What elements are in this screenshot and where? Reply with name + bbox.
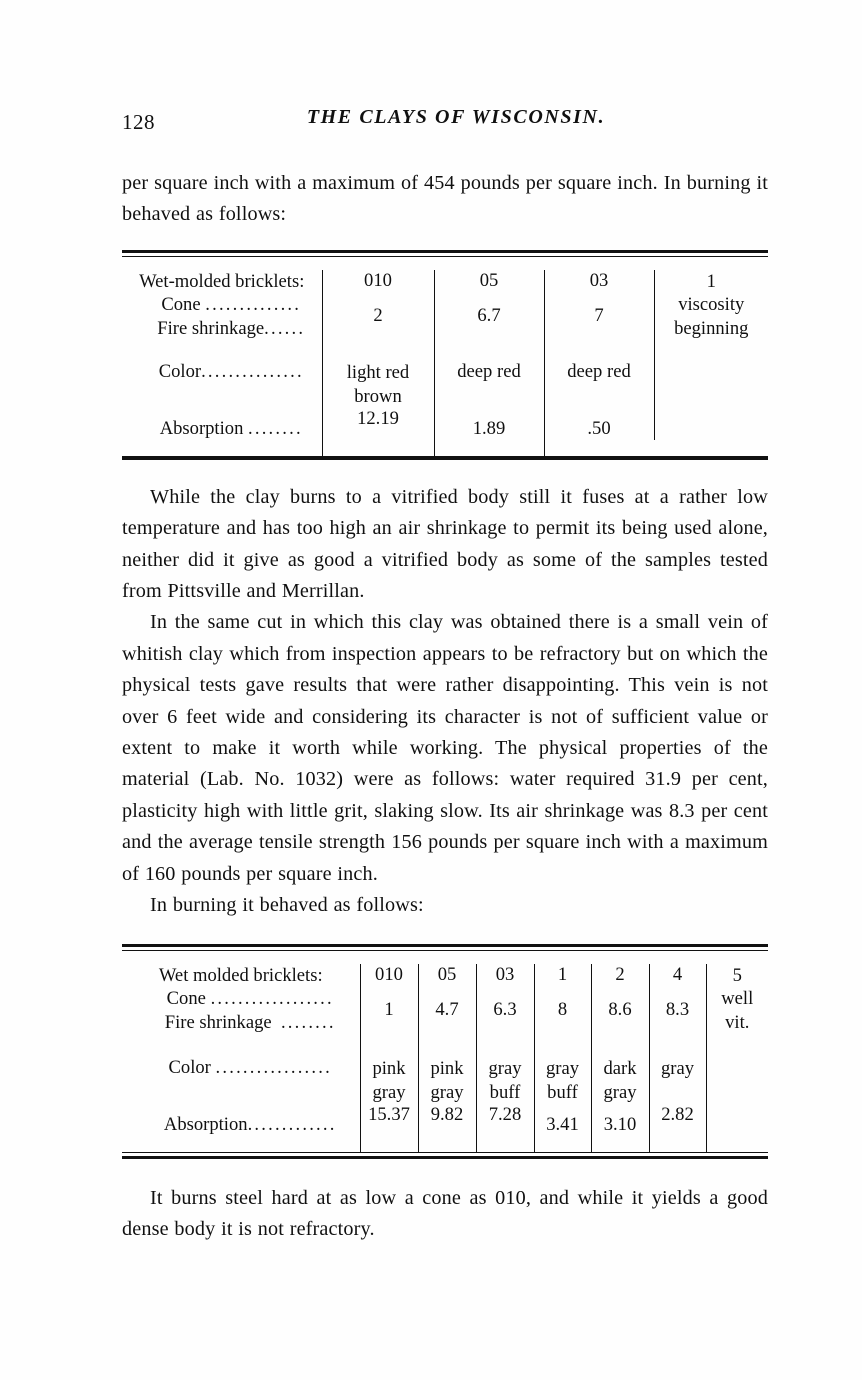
leader-dots: ................. (215, 1057, 332, 1078)
table2-cell-abs-c5: 3.10 (591, 1104, 649, 1136)
leader-dots: ........ (280, 1011, 336, 1033)
table2-cell-abs-c6: 2.82 (649, 1104, 706, 1136)
table1-top-rule (122, 250, 768, 257)
table2-bottom-rule (122, 1152, 768, 1159)
running-head-title: THE CLAYS OF WISCONSIN. (306, 106, 606, 128)
table2-cell-fs-c3: 6.3 (476, 999, 534, 1034)
table1-cell-cone-c2: 05 (434, 270, 544, 305)
running-head (122, 100, 768, 146)
table1-cell-color-c3: deep red (544, 340, 654, 408)
burning-results-table-2 (122, 944, 768, 1159)
table1-cell-cone-c3: 03 (544, 270, 654, 305)
table1-cell-fs-c1: 2 (322, 305, 434, 340)
paragraph-5: It burns steel hard at as low a cone as 010, and while it yields a good dense body it is not refractory. (122, 1186, 768, 1240)
table2-cell-note-line1: well (721, 988, 754, 1009)
table-row (122, 1034, 768, 1104)
table2-bottom-spacer (122, 1136, 768, 1152)
table2-cell-abs-c2: 9.82 (418, 1104, 476, 1136)
table2-cell-fs-c1: 1 (360, 999, 418, 1034)
leader-dots: ............... (201, 361, 304, 383)
paragraph-1: per square inch with a maximum of 454 pounds per square inch. In burning it behaved as follows: (122, 172, 768, 226)
table1-cell-note-line2: beginning (674, 317, 749, 339)
leader-dots: .............. (205, 294, 302, 316)
table2-cell-fs-c5: 8.6 (591, 999, 649, 1034)
paragraph-3: In the same cut in which this clay was obtained there is a small vein of whitish clay which from inspection appears to be refractory but on which the physical tests gave results that were rather disappointing. This vein is not over 6 feet wide and considering its character is not of sufficient value or extent to make it worth while working. The physical properties of the material (Lab. No. 1032) were as follows: water required 31.9 per cent, plasticity high with little grit, slaking slow. Its air shrinkage was 8.3 per cent and the average tensile strength 156 pounds per square inch with a maximum of 160 pounds per square inch. (122, 611, 768, 885)
table2-cell-cone-c3: 03 (476, 964, 534, 999)
table1-label-absorption: Absorption ........ (159, 418, 303, 440)
table1-cell-fs-c2: 6.7 (434, 305, 544, 340)
table1-row-header: Wet-molded bricklets: (139, 270, 305, 292)
table-row (122, 270, 768, 305)
table-row (122, 964, 768, 999)
table1-row-labels-top (122, 270, 322, 341)
table-row (122, 1104, 768, 1136)
table1-cell-abs-c2: 1.89 (434, 408, 544, 440)
leader-dots: .................. (210, 988, 334, 1009)
table1-label-fire-shrinkage: Fire shrinkage...... (157, 317, 306, 339)
leader-dots: ........ (248, 418, 303, 440)
table2-cell-abs-c3: 7.28 (476, 1104, 534, 1136)
table2-top-rule (122, 944, 768, 951)
table2-label-fire-shrinkage: Fire shrinkage ........ (164, 1011, 336, 1033)
table1-cell-cone-c4: 1 (706, 270, 716, 292)
table2-cell-col7-note (706, 964, 768, 1136)
table2-cell-fs-c4: 8 (534, 999, 591, 1034)
table2-cell-color-c6: gray (649, 1034, 706, 1104)
table2-cell-abs-c1: 15.37 (360, 1104, 418, 1136)
table1-bottom-rule (122, 456, 768, 460)
table2-label-color: Color ................. (168, 1057, 332, 1078)
table1-cell-abs-c1: 12.19 (322, 408, 434, 440)
table2-cell-note-line2: vit. (725, 1011, 750, 1033)
page-content (122, 100, 768, 1245)
table2-cell-color-c4: gray buff (534, 1034, 591, 1104)
table1-label-cone: Cone .............. (161, 294, 302, 316)
table2-cell-fs-c6: 8.3 (649, 999, 706, 1034)
table2-cell-cone-c7: 5 (732, 964, 742, 986)
table1-bottom-spacer (122, 440, 768, 456)
table1-cell-color-c1: light red brown (322, 340, 434, 408)
table1-cell-abs-c3: .50 (544, 408, 654, 440)
table2-cell-color-c3: gray buff (476, 1034, 534, 1104)
table2-label-cone: Cone .................. (166, 988, 334, 1009)
table1-cell-fs-c3: 7 (544, 305, 654, 340)
table1-cell-col4-note (654, 270, 768, 440)
table2-cell-cone-c1: 010 (360, 964, 418, 999)
table2-cell-cone-c2: 05 (418, 964, 476, 999)
table2-cell-color-c5: dark gray (591, 1034, 649, 1104)
leader-dots: ...... (264, 317, 306, 339)
page-number: 128 (122, 110, 155, 134)
table2-label-absorption: Absorption............. (163, 1114, 337, 1135)
paragraph-2: While the clay burns to a vitrified body still it fuses at a rather low temperature and has too high an air shrinkage to permit its being used alone, neither did it give as good a vitrified body as some of the samples tested from Pittsville and Merrillan. (122, 485, 768, 603)
leader-dots: ............. (247, 1114, 337, 1135)
table2-cell-color-c1: pink gray (360, 1034, 418, 1104)
table1-cell-note-line1: viscosity (678, 294, 745, 316)
paragraph-4: In burning it behaved as follows: (150, 894, 424, 917)
table2-cell-cone-c5: 2 (591, 964, 649, 999)
table2-cell-abs-c4: 3.41 (534, 1104, 591, 1136)
table2-row-header: Wet molded bricklets: (158, 964, 323, 986)
table2-cell-cone-c4: 1 (534, 964, 591, 999)
table2-cell-fs-c2: 4.7 (418, 999, 476, 1034)
table2-row-labels-top (122, 964, 360, 1035)
table1-label-color: Color............... (158, 361, 304, 383)
table1-cell-color-c2: deep red (434, 340, 544, 408)
burning-results-table-1 (122, 250, 768, 460)
table2-grid (122, 964, 768, 1152)
table2-cell-cone-c6: 4 (649, 964, 706, 999)
table1-grid (122, 270, 768, 456)
table1-cell-cone-c1: 010 (322, 270, 434, 305)
table2-cell-color-c2: pink gray (418, 1034, 476, 1104)
